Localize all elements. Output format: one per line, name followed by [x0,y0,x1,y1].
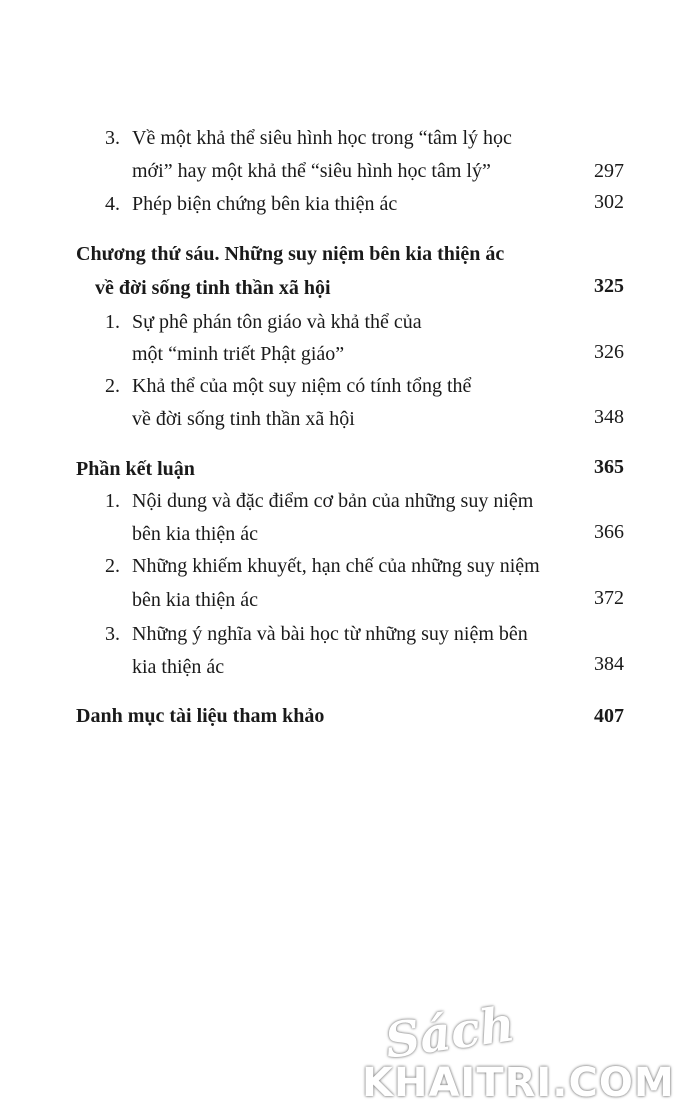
entry-title-line1: Về một khả thể siêu hình học trong “tâm lý học [132,127,512,149]
entry-number: 3. [105,127,120,149]
chapter-page-number: 325 [594,275,624,297]
entry-page-number: 297 [594,160,624,182]
chapter-title: Danh mục tài liệu tham khảo [76,705,325,727]
entry-number: 2. [105,375,120,397]
chapter-title-line1: Chương thứ sáu. Những suy niệm bên kia thiện ác [76,243,505,265]
entry-number: 1. [105,490,120,512]
entry-page-number: 326 [594,341,624,363]
chapter-page-number: 407 [594,705,624,727]
chapter-title: Phần kết luận [76,458,195,480]
entry-page-number: 366 [594,521,624,543]
entry-title-line2: mới” hay một khả thể “siêu hình học tâm lý” [132,160,491,182]
entry-title-line1: Khả thể của một suy niệm có tính tổng thể [132,375,472,397]
entry-number: 1. [105,311,120,333]
watermark-script-text: Sách [381,996,519,1070]
entry-page-number: 372 [594,587,624,609]
entry-number: 4. [105,193,120,215]
entry-title-line2: bên kia thiện ác [132,523,259,545]
entry-title-line2: về đời sống tinh thần xã hội [132,408,355,430]
entry-number: 3. [105,623,120,645]
entry-title-line1: Những khiếm khuyết, hạn chế của những suy niệm [132,555,540,577]
entry-title-line2: kia thiện ác [132,656,225,678]
entry-title-line1: Phép biện chứng bên kia thiện ác [132,193,398,215]
chapter-title-line2: về đời sống tinh thần xã hội [95,277,331,299]
watermark-brand-text: KHAITRI.COM [362,1060,675,1106]
entry-title-line2: bên kia thiện ác [132,589,259,611]
entry-page-number: 302 [594,191,624,213]
chapter-page-number: 365 [594,456,624,478]
entry-title-line2: một “minh triết Phật giáo” [132,343,345,365]
entry-title-line1: Những ý nghĩa và bài học từ những suy niệm bên [132,623,528,645]
entry-page-number: 348 [594,406,624,428]
entry-title-line1: Nội dung và đặc điểm cơ bản của những suy niệm [132,490,534,512]
entry-title-line1: Sự phê phán tôn giáo và khả thể của [132,311,422,333]
entry-page-number: 384 [594,653,624,675]
entry-number: 2. [105,555,120,577]
